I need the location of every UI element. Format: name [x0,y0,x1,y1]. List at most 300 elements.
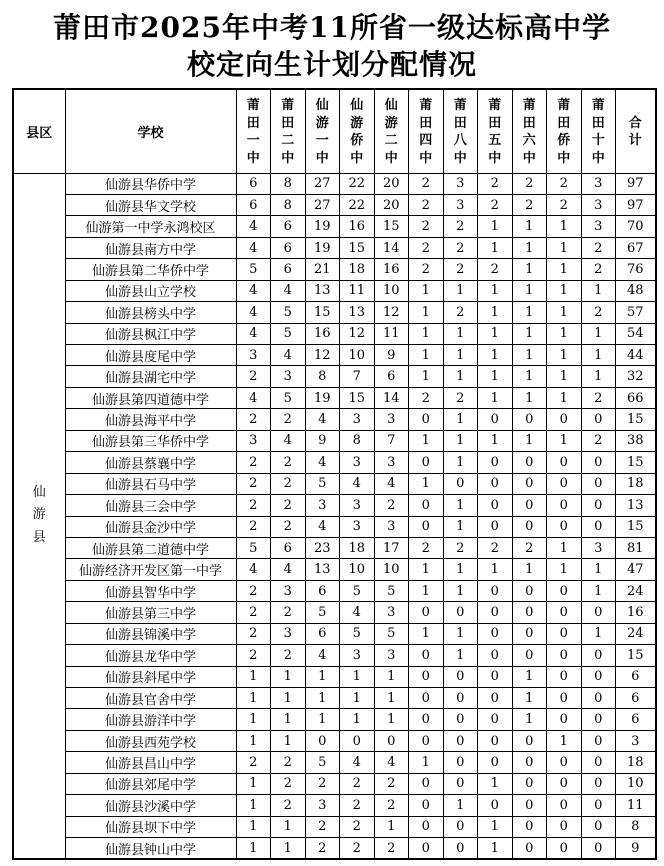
value-cell: 1 [512,366,547,387]
value-cell: 1 [271,688,306,709]
value-cell: 0 [581,688,616,709]
value-cell: 0 [443,666,478,687]
value-cell: 2 [340,838,375,859]
value-cell: 0 [512,816,547,837]
value-cell: 1 [478,366,513,387]
school-name-cell: 仙游县海平中学 [65,409,236,430]
value-cell: 23 [305,537,340,558]
table-row [13,516,656,537]
value-cell: 1 [581,323,616,344]
value-cell: 0 [512,645,547,666]
value-cell: 4 [305,645,340,666]
value-cell: 1 [443,366,478,387]
value-cell: 2 [374,838,409,859]
value-cell: 0 [409,645,444,666]
table-row [13,366,656,387]
total-cell: 44 [616,345,656,366]
value-cell: 2 [236,366,271,387]
value-cell: 1 [512,216,547,237]
value-cell: 0 [443,709,478,730]
value-cell: 0 [547,795,582,816]
total-cell: 38 [616,430,656,451]
value-cell: 0 [478,666,513,687]
table-row [13,816,656,837]
total-header-cell [616,89,656,173]
value-cell: 1 [409,559,444,580]
value-cell: 2 [236,495,271,516]
total-cell: 15 [616,409,656,430]
value-cell: 0 [512,580,547,601]
value-cell: 2 [271,645,306,666]
value-cell: 1 [512,259,547,280]
value-cell: 2 [236,516,271,537]
total-cell: 6 [616,666,656,687]
value-cell: 0 [409,409,444,430]
value-cell: 18 [340,537,375,558]
total-cell: 66 [616,387,656,408]
column-header-xianyou-1 [305,89,340,173]
value-cell: 1 [443,795,478,816]
value-cell: 2 [581,387,616,408]
value-cell: 4 [236,237,271,258]
value-cell: 0 [512,495,547,516]
value-cell: 10 [374,280,409,301]
table-row [13,773,656,794]
total-cell: 9 [616,838,656,859]
value-cell: 3 [374,409,409,430]
school-name-cell: 仙游县枫江中学 [65,323,236,344]
value-cell: 10 [340,559,375,580]
value-cell: 2 [236,409,271,430]
total-cell: 16 [616,602,656,623]
column-header-label: 仙游一中 [315,97,329,165]
value-cell: 2 [512,194,547,215]
value-cell: 5 [305,752,340,773]
value-cell: 1 [443,430,478,451]
county-label: 仙游县 [32,484,46,546]
value-cell: 0 [547,666,582,687]
value-cell: 1 [409,580,444,601]
column-header-label: 莆田二中 [281,97,295,165]
column-header-label: 莆田十中 [591,97,605,165]
value-cell: 0 [478,495,513,516]
value-cell: 2 [236,752,271,773]
table-row [13,623,656,644]
total-cell: 97 [616,173,656,194]
table-body [13,173,656,859]
value-cell: 1 [547,259,582,280]
column-header-label: 莆田四中 [419,97,433,165]
value-cell: 1 [409,473,444,494]
value-cell: 1 [512,280,547,301]
value-cell: 1 [271,816,306,837]
value-cell: 2 [271,473,306,494]
value-cell: 2 [374,773,409,794]
value-cell: 0 [547,645,582,666]
value-cell: 4 [305,516,340,537]
value-cell: 2 [547,173,582,194]
total-cell: 81 [616,537,656,558]
value-cell: 1 [443,645,478,666]
value-cell: 0 [547,409,582,430]
value-cell: 3 [581,173,616,194]
value-cell: 2 [236,645,271,666]
table-row [13,559,656,580]
total-cell: 15 [616,452,656,473]
value-cell: 2 [340,816,375,837]
value-cell: 1 [512,323,547,344]
value-cell: 12 [305,345,340,366]
value-cell: 0 [478,409,513,430]
value-cell: 1 [478,430,513,451]
school-name-cell: 仙游县第三华侨中学 [65,430,236,451]
school-name-cell: 仙游县第二道德中学 [65,537,236,558]
school-name-cell: 仙游县石马中学 [65,473,236,494]
value-cell: 0 [478,795,513,816]
school-name-cell: 仙游县金沙中学 [65,516,236,537]
value-cell: 1 [443,452,478,473]
value-cell: 5 [374,623,409,644]
value-cell: 0 [478,730,513,751]
value-cell: 22 [340,173,375,194]
value-cell: 1 [443,580,478,601]
column-header-label: 莆田侨中 [557,97,571,165]
school-name-cell: 仙游县华文学校 [65,194,236,215]
value-cell: 2 [409,237,444,258]
column-header-label: 莆田八中 [453,97,467,165]
value-cell: 1 [443,495,478,516]
value-cell: 3 [340,495,375,516]
value-cell: 2 [581,237,616,258]
value-cell: 2 [271,516,306,537]
value-cell: 2 [236,623,271,644]
value-cell: 1 [236,816,271,837]
column-header-putian-10 [581,89,616,173]
value-cell: 0 [547,816,582,837]
value-cell: 5 [271,323,306,344]
value-cell: 1 [236,730,271,751]
total-cell: 3 [616,730,656,751]
value-cell: 1 [512,345,547,366]
table-row [13,194,656,215]
table-row [13,730,656,751]
value-cell: 0 [581,602,616,623]
value-cell: 1 [478,816,513,837]
value-cell: 1 [512,559,547,580]
value-cell: 1 [236,773,271,794]
value-cell: 2 [271,495,306,516]
value-cell: 1 [236,666,271,687]
value-cell: 5 [374,580,409,601]
value-cell: 5 [271,387,306,408]
school-name-cell: 仙游县度尾中学 [65,345,236,366]
table-row [13,709,656,730]
value-cell: 5 [340,580,375,601]
value-cell: 0 [581,409,616,430]
value-cell: 1 [340,709,375,730]
value-cell: 0 [512,623,547,644]
value-cell: 1 [547,730,582,751]
value-cell: 0 [443,752,478,773]
value-cell: 4 [305,409,340,430]
value-cell: 1 [374,688,409,709]
total-cell: 67 [616,237,656,258]
total-cell: 8 [616,816,656,837]
value-cell: 0 [478,688,513,709]
value-cell: 2 [512,173,547,194]
value-cell: 2 [409,194,444,215]
value-cell: 3 [271,366,306,387]
value-cell: 11 [340,280,375,301]
value-cell: 2 [478,194,513,215]
value-cell: 1 [478,216,513,237]
value-cell: 1 [581,345,616,366]
value-cell: 0 [305,730,340,751]
value-cell: 0 [512,602,547,623]
value-cell: 9 [374,345,409,366]
value-cell: 10 [374,559,409,580]
value-cell: 13 [305,280,340,301]
table-row [13,452,656,473]
value-cell: 3 [340,409,375,430]
value-cell: 4 [271,559,306,580]
column-header-putian-qiao [547,89,582,173]
value-cell: 1 [478,773,513,794]
value-cell: 2 [374,795,409,816]
total-cell: 15 [616,645,656,666]
value-cell: 6 [271,537,306,558]
total-cell: 11 [616,795,656,816]
value-cell: 1 [512,688,547,709]
school-name-cell: 仙游县钟山中学 [65,838,236,859]
total-cell: 15 [616,516,656,537]
value-cell: 0 [547,773,582,794]
value-cell: 1 [547,345,582,366]
value-cell: 0 [512,409,547,430]
value-cell: 4 [374,752,409,773]
value-cell: 1 [340,666,375,687]
value-cell: 1 [512,709,547,730]
value-cell: 12 [374,302,409,323]
value-cell: 0 [581,838,616,859]
value-cell: 4 [236,323,271,344]
value-cell: 0 [547,752,582,773]
value-cell: 4 [340,752,375,773]
column-header-putian-1 [236,89,271,173]
value-cell: 0 [512,730,547,751]
value-cell: 0 [478,602,513,623]
value-cell: 0 [409,816,444,837]
total-cell: 6 [616,688,656,709]
value-cell: 2 [271,602,306,623]
total-cell: 24 [616,623,656,644]
value-cell: 2 [443,537,478,558]
school-name-cell: 仙游县智华中学 [65,580,236,601]
value-cell: 0 [443,473,478,494]
value-cell: 3 [443,194,478,215]
school-name-cell: 仙游县锦溪中学 [65,623,236,644]
value-cell: 0 [581,816,616,837]
value-cell: 1 [271,666,306,687]
value-cell: 15 [305,302,340,323]
title-line-1: 莆田市2025年中考11所省一级达标高中学 [53,11,611,44]
value-cell: 1 [305,688,340,709]
value-cell: 2 [478,173,513,194]
value-cell: 1 [581,366,616,387]
value-cell: 1 [581,580,616,601]
value-cell: 0 [581,795,616,816]
value-cell: 2 [236,602,271,623]
value-cell: 6 [271,216,306,237]
value-cell: 0 [409,730,444,751]
value-cell: 1 [478,302,513,323]
value-cell: 4 [236,302,271,323]
value-cell: 2 [443,216,478,237]
value-cell: 22 [340,194,375,215]
county-cell [13,173,65,859]
table-row [13,345,656,366]
column-header-label: 莆田六中 [522,97,536,165]
value-cell: 3 [374,452,409,473]
value-cell: 1 [478,838,513,859]
header-row [13,89,656,173]
value-cell: 0 [478,580,513,601]
value-cell: 1 [271,730,306,751]
value-cell: 1 [305,709,340,730]
value-cell: 4 [340,473,375,494]
table-row [13,495,656,516]
value-cell: 14 [374,387,409,408]
school-name-cell: 仙游县南方中学 [65,237,236,258]
value-cell: 2 [409,387,444,408]
value-cell: 1 [340,688,375,709]
value-cell: 19 [305,387,340,408]
school-name-cell: 仙游县湖宅中学 [65,366,236,387]
column-header-label: 莆田五中 [488,97,502,165]
value-cell: 0 [443,602,478,623]
value-cell: 13 [305,559,340,580]
value-cell: 0 [409,795,444,816]
value-cell: 0 [547,452,582,473]
value-cell: 0 [547,495,582,516]
value-cell: 3 [374,602,409,623]
value-cell: 1 [512,387,547,408]
school-name-cell: 仙游县西苑学校 [65,730,236,751]
value-cell: 3 [236,430,271,451]
table-row [13,173,656,194]
column-header-label: 仙游二中 [384,97,398,165]
column-header-xianyou-2 [374,89,409,173]
value-cell: 27 [305,194,340,215]
value-cell: 0 [547,688,582,709]
value-cell: 0 [581,516,616,537]
value-cell: 3 [305,495,340,516]
value-cell: 0 [443,838,478,859]
value-cell: 5 [271,302,306,323]
value-cell: 4 [374,473,409,494]
value-cell: 6 [271,237,306,258]
value-cell: 3 [340,452,375,473]
value-cell: 0 [409,838,444,859]
value-cell: 1 [547,280,582,301]
value-cell: 0 [581,452,616,473]
value-cell: 1 [409,366,444,387]
value-cell: 1 [236,709,271,730]
total-cell: 6 [616,709,656,730]
value-cell: 2 [547,194,582,215]
value-cell: 18 [340,259,375,280]
value-cell: 1 [547,237,582,258]
page-title [0,0,664,83]
school-name-cell: 仙游县榜头中学 [65,302,236,323]
value-cell: 1 [374,816,409,837]
school-name-cell: 仙游县三会中学 [65,495,236,516]
value-cell: 6 [271,259,306,280]
value-cell: 0 [512,452,547,473]
school-name-cell: 仙游县第二华侨中学 [65,259,236,280]
total-cell: 18 [616,752,656,773]
value-cell: 0 [409,709,444,730]
value-cell: 2 [443,387,478,408]
value-cell: 1 [443,323,478,344]
value-cell: 0 [547,838,582,859]
value-cell: 0 [443,688,478,709]
table-row [13,473,656,494]
value-cell: 0 [409,688,444,709]
school-name-cell: 仙游县官舍中学 [65,688,236,709]
value-cell: 2 [581,259,616,280]
value-cell: 5 [236,537,271,558]
value-cell: 1 [478,345,513,366]
value-cell: 1 [271,709,306,730]
value-cell: 0 [478,623,513,644]
column-header-putian-5 [478,89,513,173]
title-line-2: 校定向生计划分配情况 [186,48,477,81]
county-header-label: 县区 [26,124,53,140]
value-cell: 3 [236,345,271,366]
value-cell: 2 [443,237,478,258]
value-cell: 1 [271,838,306,859]
value-cell: 2 [305,773,340,794]
value-cell: 1 [478,280,513,301]
table-row [13,838,656,859]
value-cell: 0 [547,580,582,601]
value-cell: 0 [512,773,547,794]
value-cell: 13 [340,302,375,323]
value-cell: 6 [305,623,340,644]
value-cell: 21 [305,259,340,280]
value-cell: 3 [581,194,616,215]
table-row [13,237,656,258]
value-cell: 1 [547,430,582,451]
value-cell: 27 [305,173,340,194]
value-cell: 1 [581,280,616,301]
value-cell: 16 [340,216,375,237]
value-cell: 3 [340,516,375,537]
table-row [13,409,656,430]
table-row [13,795,656,816]
value-cell: 5 [305,602,340,623]
value-cell: 2 [374,495,409,516]
value-cell: 1 [409,302,444,323]
table-row [13,666,656,687]
value-cell: 1 [443,409,478,430]
column-header-label: 仙游侨中 [350,97,364,165]
total-cell: 54 [616,323,656,344]
value-cell: 2 [512,537,547,558]
school-name-cell: 仙游县华侨中学 [65,173,236,194]
value-cell: 17 [374,537,409,558]
